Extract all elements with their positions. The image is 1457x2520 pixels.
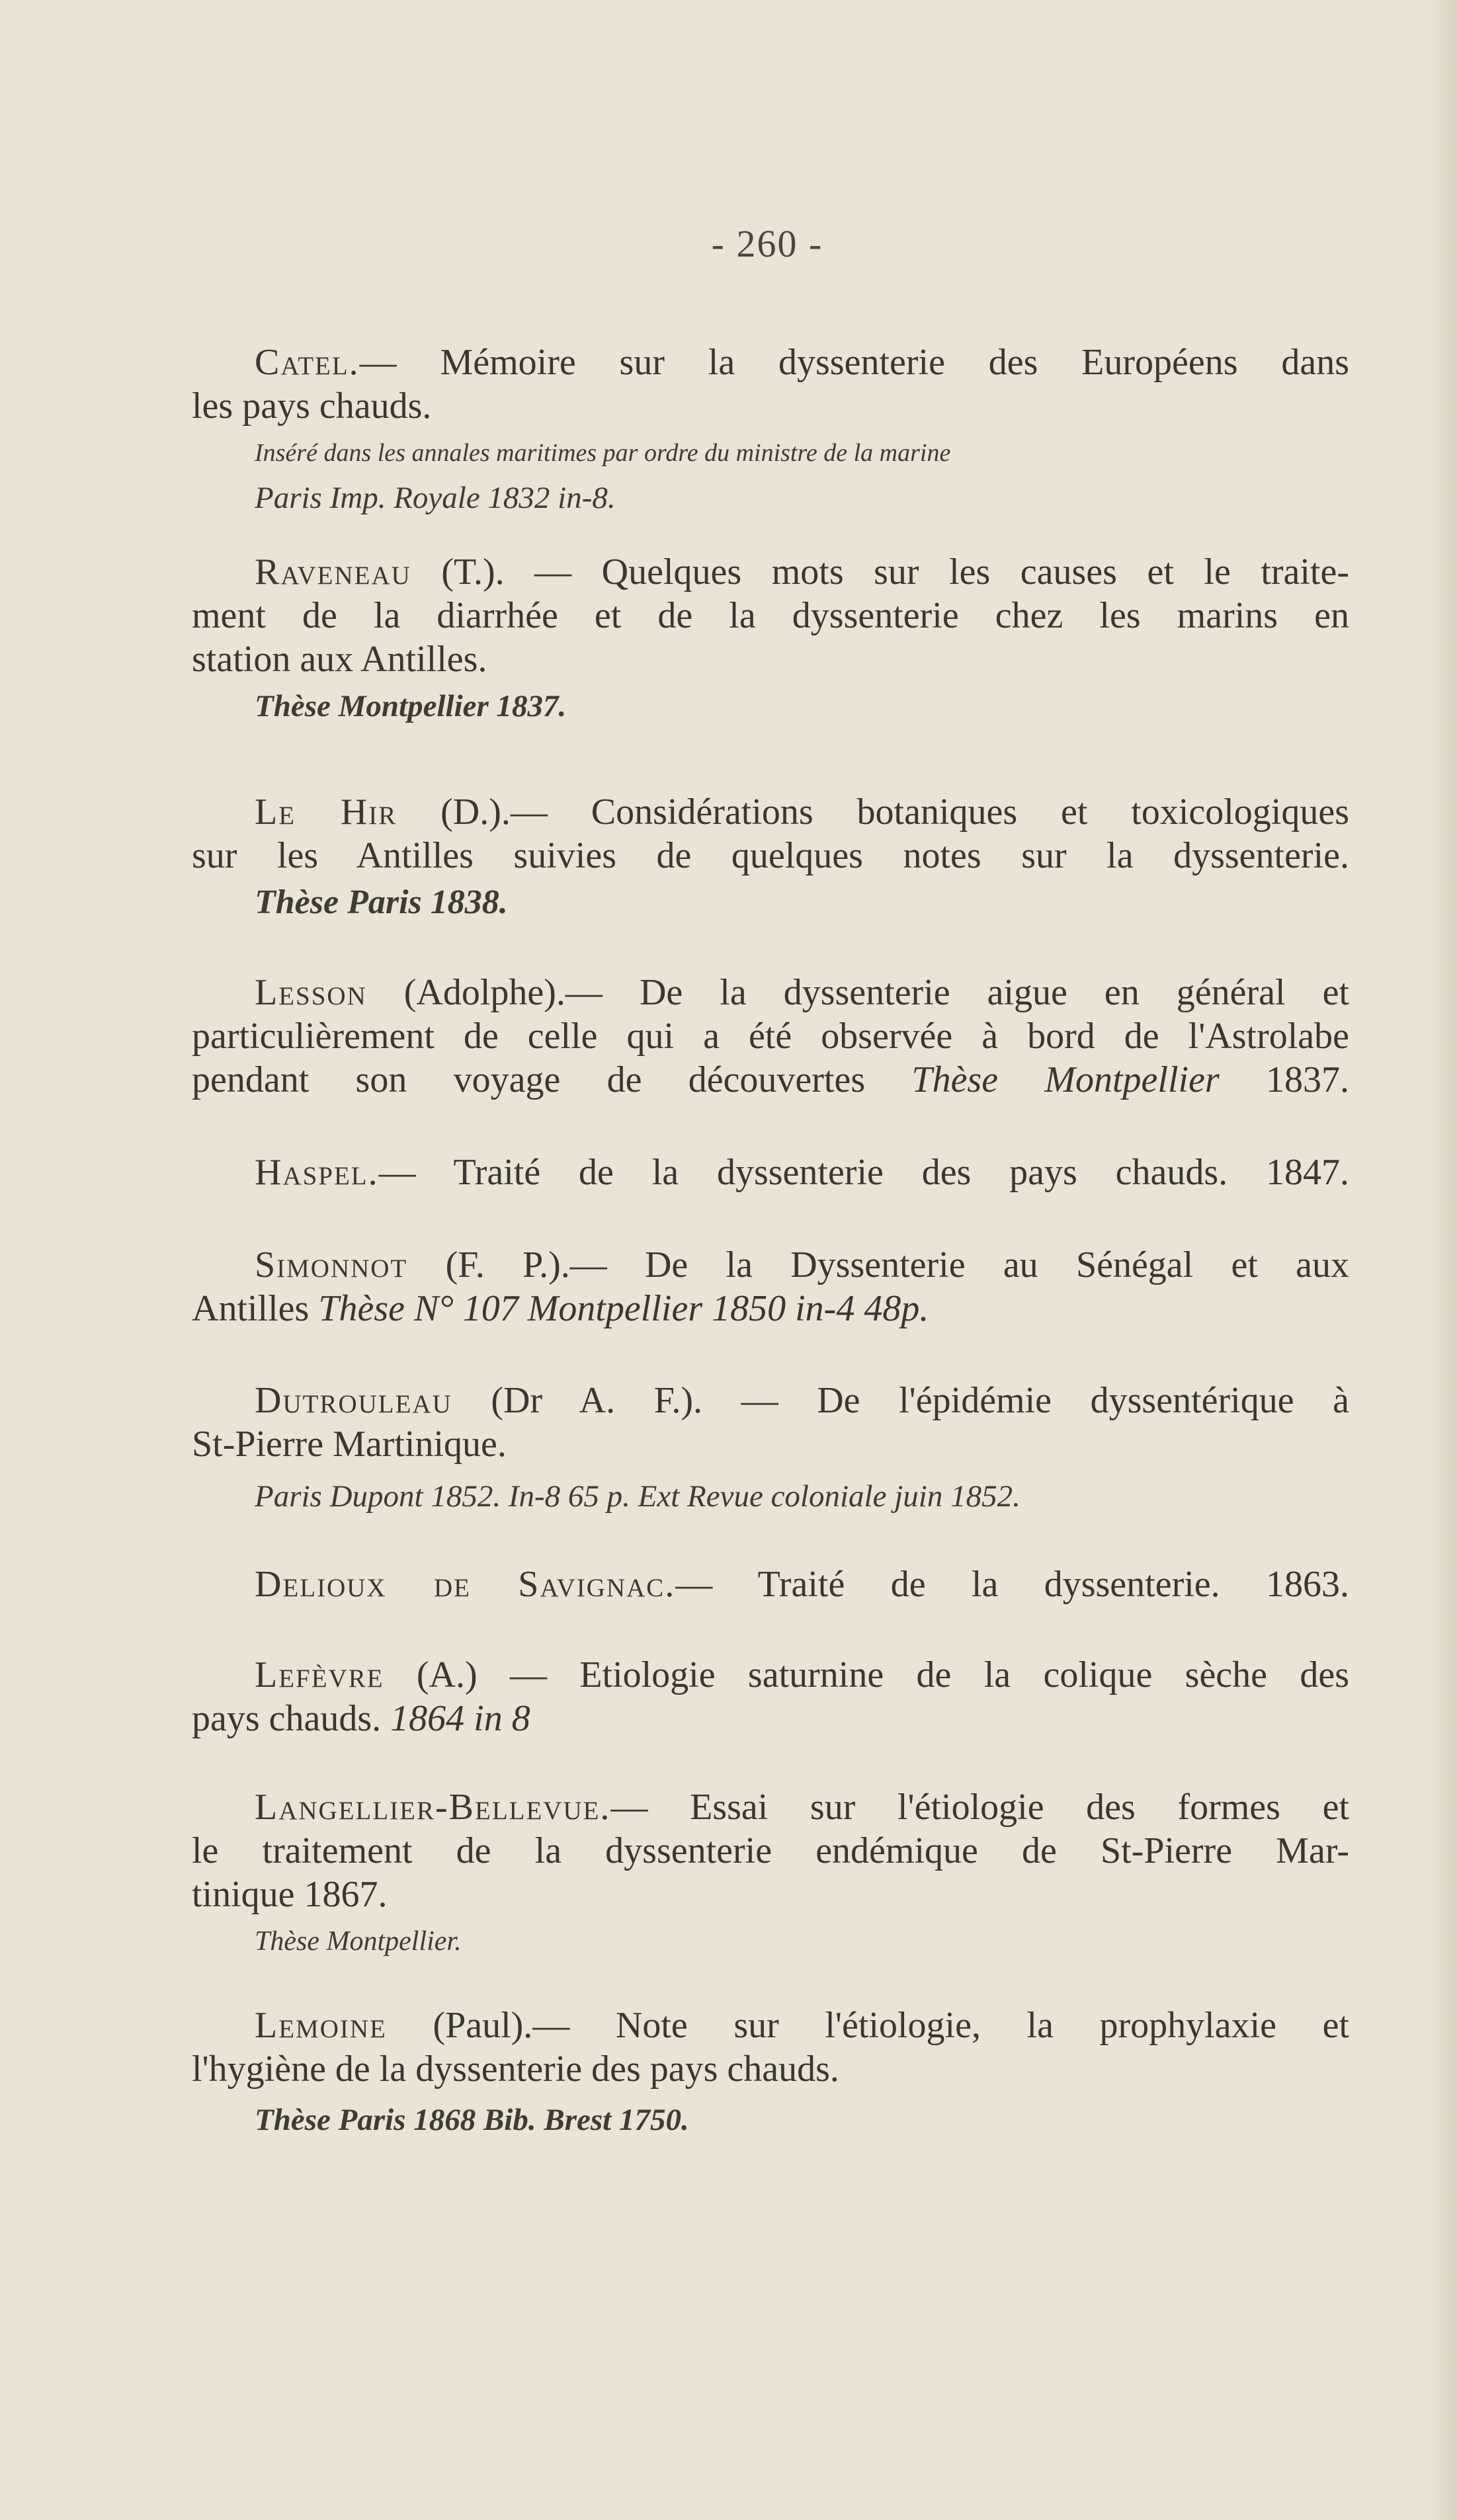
entry-line: Antilles bbox=[192, 1288, 310, 1329]
entry-title: (T.). — Quelques mots sur les causes et le traite- bbox=[441, 551, 1349, 592]
entry-source: Paris Imp. Royale 1832 in-8. bbox=[255, 481, 616, 515]
entry-note: Inséré dans les annales maritimes par ordre du ministre de la marine bbox=[255, 439, 951, 467]
entry-line: les pays chauds. bbox=[192, 386, 432, 427]
entry-year: 1837. bbox=[1266, 1059, 1350, 1100]
author-name: Dutrouleau bbox=[255, 1380, 452, 1421]
entry-title: (D.).— Considérations botaniques et toxicologiques bbox=[440, 792, 1349, 833]
entry-title: (Paul).— Note sur l'étiologie, la prophylaxie et bbox=[433, 2005, 1349, 2046]
entry-title: (F. P.).— De la Dyssenterie au Sénégal et aux bbox=[445, 1244, 1350, 1285]
entry-title: (A.) — Etiologie saturnine de la colique sèche des bbox=[416, 1654, 1349, 1695]
entry-title: — Traité de la dyssenterie des pays chauds. 1847. bbox=[378, 1152, 1349, 1193]
author-name: Catel. bbox=[255, 342, 360, 383]
author-name: Haspel. bbox=[255, 1152, 379, 1193]
entry-source: Thèse Montpellier. bbox=[255, 1926, 462, 1957]
entry-title: — Traité de la dyssenterie. 1863. bbox=[675, 1564, 1350, 1605]
entry-line: pays chauds. bbox=[192, 1698, 382, 1739]
author-name: Simonnot bbox=[255, 1244, 408, 1285]
entry-line: station aux Antilles. bbox=[192, 639, 487, 680]
author-name: Lesson bbox=[255, 972, 367, 1013]
bibliography-entry bbox=[192, 1379, 1349, 1516]
entry-line: St-Pierre Martinique. bbox=[192, 1424, 507, 1465]
entry-line: tinique 1867. bbox=[192, 1874, 388, 1915]
author-name: Raveneau bbox=[255, 551, 411, 592]
entry-title: (Dr A. F.). — De l'épidémie dyssentérique à bbox=[491, 1380, 1350, 1421]
entry-line: le traitement de la dyssenterie endémique de St-Pierre Mar- bbox=[192, 1830, 1349, 1871]
entry-source: Paris Dupont 1852. In-8 65 p. Ext Revue coloniale juin 1852. bbox=[255, 1479, 1020, 1514]
bibliography-entry bbox=[192, 790, 1349, 922]
entry-source: Thèse Paris 1838. bbox=[255, 883, 508, 921]
author-name: Lemoine bbox=[255, 2005, 387, 2046]
entry-source: Thèse Montpellier 1837. bbox=[255, 689, 567, 723]
entry-line: particulièrement de celle qui a été observée à bord de l'Astrolabe bbox=[192, 1016, 1349, 1057]
bibliography-entry bbox=[192, 2004, 1349, 2140]
entry-line: l'hygiène de la dyssenterie des pays chauds. bbox=[192, 2049, 839, 2090]
entry-source: Thèse N° 107 Montpellier 1850 in-4 48p. bbox=[318, 1288, 929, 1329]
bibliography-entry bbox=[192, 1563, 1349, 1606]
bibliography-entry bbox=[192, 1243, 1349, 1330]
entry-source: Thèse Montpellier bbox=[911, 1059, 1220, 1100]
page-edge-shadow bbox=[1431, 0, 1457, 2520]
bibliography-entry bbox=[192, 1653, 1349, 1740]
bibliography-entry bbox=[192, 341, 1349, 518]
author-name: Langellier-Bellevue. bbox=[255, 1787, 611, 1828]
entry-line: ment de la diarrhée et de la dyssenterie chez les marins en bbox=[192, 595, 1349, 636]
entry-title: — Essai sur l'étiologie des formes et bbox=[610, 1787, 1349, 1828]
author-name: Le Hir bbox=[255, 792, 397, 833]
bibliography-entry bbox=[192, 971, 1349, 1102]
bibliography-entry bbox=[192, 550, 1349, 726]
entry-source: Thèse Paris 1868 Bib. Brest 1750. bbox=[255, 2103, 689, 2137]
page-number: - 260 - bbox=[711, 222, 823, 265]
entry-title: — Mémoire sur la dyssenterie des Européens dans bbox=[359, 342, 1349, 383]
bibliography-entry bbox=[192, 1785, 1349, 1961]
author-name: Lefèvre bbox=[255, 1654, 384, 1695]
entry-line: sur les Antilles suivies de quelques notes sur la dyssenterie. bbox=[192, 835, 1349, 876]
author-name: Delioux de Savignac. bbox=[255, 1564, 676, 1605]
entry-title: (Adolphe).— De la dyssenterie aigue en général et bbox=[403, 972, 1350, 1013]
bibliography-entry bbox=[192, 1151, 1349, 1194]
entry-source: 1864 in 8 bbox=[390, 1698, 530, 1739]
entry-line: pendant son voyage de découvertes bbox=[192, 1059, 866, 1100]
